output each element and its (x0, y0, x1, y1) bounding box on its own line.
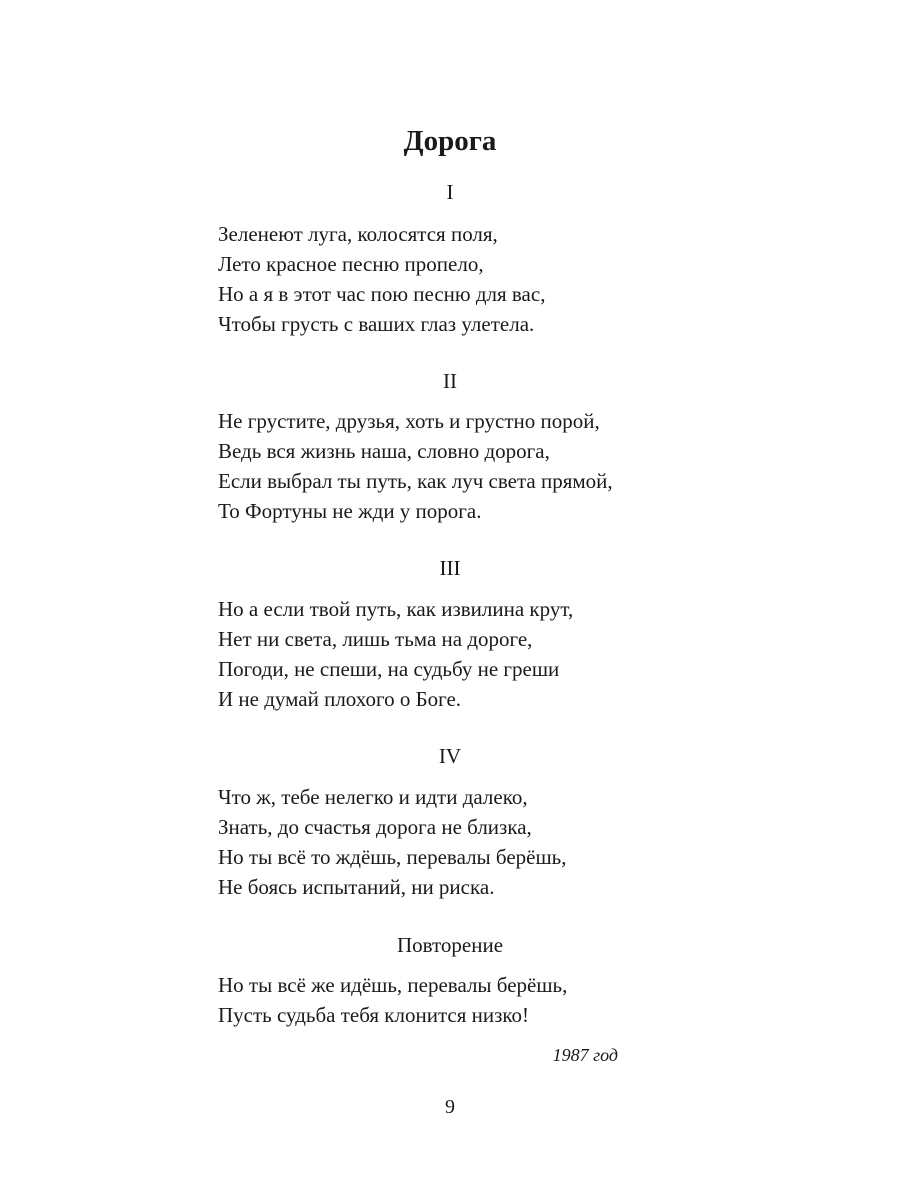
stanza-line: Не грустите, друзья, хоть и грустно порой, (218, 409, 600, 433)
stanza-line: Погоди, не спеши, на судьбу не греши (218, 657, 560, 681)
stanza-repeat (218, 970, 778, 1030)
stanza-line: И не думай плохого о Боге. (218, 687, 462, 711)
stanza-line: Ведь вся жизнь наша, словно дорога, (218, 439, 550, 463)
page-number: 9 (445, 1096, 455, 1118)
stanza-heading-2: II (443, 369, 457, 393)
poem-title: Дорога (403, 125, 497, 157)
stanza-line: Зеленеют луга, колосятся поля, (218, 222, 498, 246)
stanza-heading-4: IV (438, 744, 462, 768)
stanza-2 (218, 406, 778, 526)
stanza-line: То Фортуны не жди у порога. (218, 499, 482, 523)
stanza-line: Но ты всё же идёшь, перевалы берёшь, (218, 973, 568, 997)
stanza-heading-repeat: Повторение (396, 933, 504, 957)
stanza-line: Но ты всё то ждёшь, перевалы берёшь, (218, 845, 567, 869)
stanza-line: Лето красное песню пропело, (218, 252, 484, 276)
stanza-line: Нет ни света, лишь тьма на дороге, (218, 627, 533, 651)
stanza-line: Не боясь испытаний, ни риска. (218, 875, 495, 899)
stanza-line: Знать, до счастья дорога не близка, (218, 815, 532, 839)
stanza-4 (218, 782, 778, 902)
stanza-line: Чтобы грусть с ваших глаз улетела. (218, 312, 535, 336)
stanza-line: Пусть судьба тебя клонится низко! (218, 1003, 530, 1027)
poem-date: 1987 год (552, 1045, 618, 1065)
stanza-line: Но а если твой путь, как извилина крут, (218, 597, 574, 621)
stanza-3 (218, 594, 778, 714)
stanza-1 (218, 219, 778, 339)
stanza-line: Что ж, тебе нелегко и идти далеко, (218, 785, 528, 809)
stanza-heading-3: III (439, 556, 461, 580)
stanza-line: Но а я в этот час пою песню для вас, (218, 282, 546, 306)
stanza-line: Если выбрал ты путь, как луч света прямой, (218, 469, 613, 493)
stanza-heading-1: I (446, 180, 454, 204)
